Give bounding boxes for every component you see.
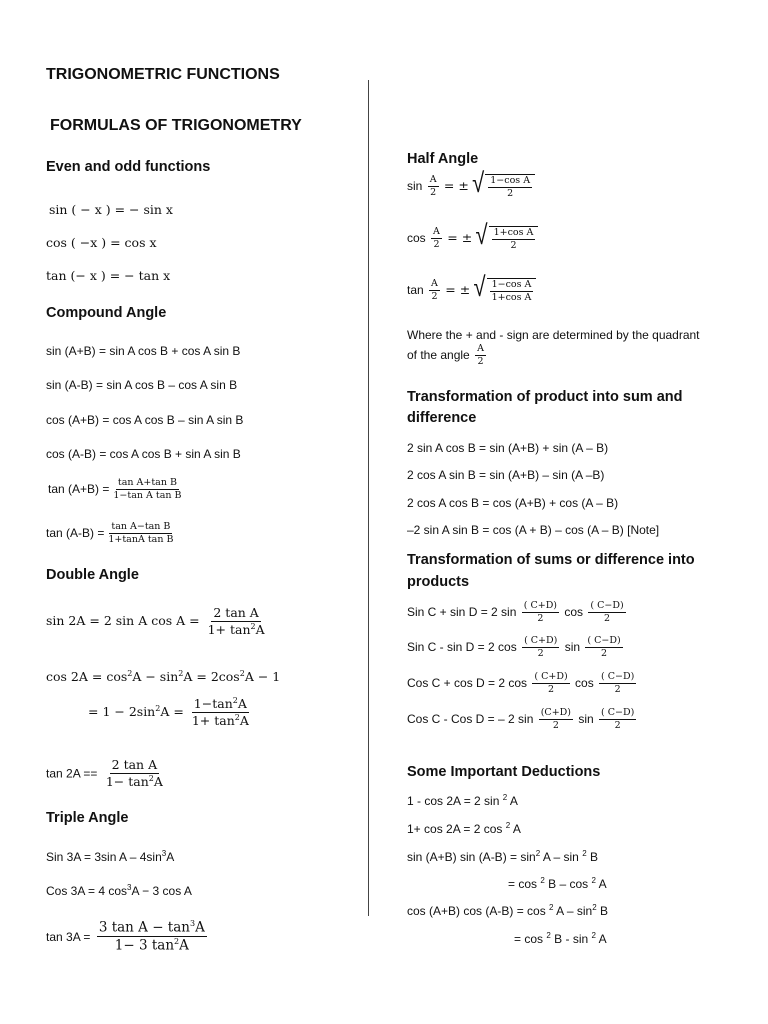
tan-diff-denominator: 1+tanA tan B: [108, 534, 174, 546]
heading-product-to-sum: Transformation of product into sum and: [407, 389, 683, 405]
tan-sum-denominator: 1−tan A tan B: [113, 490, 182, 502]
heading-triple-angle: Triple Angle: [46, 810, 129, 826]
formula-2cosAsinB: 2 cos A sin B = sin (A+B) – sin (A –B): [407, 468, 605, 482]
formula-tan-sum: [48, 478, 185, 502]
formula-even-odd-tan: tan (− x ) = − tan x: [46, 268, 171, 283]
deduction-4: cos (A+B) cos (A-B) = cos $^2$ A – $\sin^2 B$: [407, 903, 608, 918]
deduction-3-alt: = cos $^2$ B – cos $^2$ A: [508, 876, 607, 891]
heading-important-deductions: Some Important Deductions: [407, 764, 601, 780]
half-angle-note-line2: of the angle $\frac{A}{2}$: [407, 343, 484, 368]
heading-product-to-sum-cont: difference: [407, 410, 477, 426]
heading-half-angle: Half Angle: [407, 151, 479, 167]
heading-even-odd: Even and odd functions: [46, 159, 211, 175]
deduction-4-alt: = cos $^2$ B - sin $^2$ A: [514, 931, 607, 946]
tan-sum-lhs: tan (A+B) =: [48, 482, 110, 497]
column-divider: [368, 80, 369, 916]
formula-cos-2a: $\cos 2A = \cos^2A - \sin^2A = 2\cos^2A - 1$: [46, 669, 281, 685]
formula-cos-3a: Cos 3A = 4 $\cos^3A - 3$ cos A: [46, 883, 192, 898]
formula-sin-2a: [46, 606, 269, 637]
page-title: TRIGONOMETRIC FUNCTIONS: [46, 66, 280, 83]
formula-even-odd-cos: cos ( −x ) = cos x: [46, 235, 157, 250]
formula-tan-3a: tan 3A = $\frac{3 \tan A - \tan^3A}{1- 3 \tan^2A}$: [46, 919, 205, 954]
formula-even-odd-sin: sin ( − x ) = − sin x: [49, 202, 173, 217]
formula-half-cos: cos $\frac{A}{2}$ = ± √ $\frac{\text{1+cos A}}{2}$: [407, 226, 538, 252]
tan-diff-lhs: tan (A-B) =: [46, 526, 105, 541]
formula-cos-sum: cos (A+B) = cos A cos B – sin A sin B: [46, 413, 244, 427]
tan-sum-numerator: tan A+tan B: [116, 478, 179, 490]
formula-cos-diff: cos (A-B) = cos A cos B + sin A sin B: [46, 447, 241, 461]
heading-sum-to-product: Transformation of sums or difference into: [407, 552, 695, 568]
formula-half-sin: sin $\frac{A}{2}$ = ± √ $\frac{\text{1−cos A}}{2}$: [407, 174, 535, 200]
formula-2cosAcosB: 2 cos A cos B = cos (A+B) + cos (A – B): [407, 496, 619, 510]
formula-sin-sum: sin (A+B) = sin A cos B + cos A sin B: [46, 344, 241, 358]
formula-2sinAcosB: 2 sin A cos B = sin (A+B) + sin (A – B): [407, 441, 609, 455]
formula-neg2sinAsinB: –2 sin A sin B = cos (A + B) – cos (A – B) [Note]: [407, 523, 660, 537]
formula-sin-3a: Sin 3A = 3sin A – $4\sin^3A$: [46, 849, 175, 864]
sin-2a-lhs: sin 2A = 2 sin A cos A =: [46, 612, 200, 628]
formula-sin-diff: sin (A-B) = sin A cos B – cos A sin B: [46, 378, 238, 392]
deduction-3: sin (A+B) $\sin (A-B) = \sin^2 A - \sin ^2$ B: [407, 849, 598, 864]
formula-cos-2a-alt: = $1 - 2\sin^2A$ = $\frac{1-\tan^2A}{1+ \tan^2A}$: [88, 696, 249, 729]
sin-2a-denominator: $1+ \tan^2A$: [207, 621, 265, 637]
formula-half-tan: tan $\frac{A}{2}$ = ± √ $\frac{\text{1−cos A}}{\text{1+cos A}}$: [407, 278, 536, 304]
deduction-2: 1+ cos 2A = 2 cos $^2$ A: [407, 821, 521, 836]
formula-tan-2a: tan 2A == $\frac{\text{2 tan A}}{1- \tan^2A}$: [46, 757, 163, 789]
formula-cosC-minus-cosD: Cos C - Cos D = – 2 sin $\frac{(C+D)}{2}$ sin $\frac{( C-D)}{2}$: [407, 707, 635, 732]
sin-2a-numerator: 2 tan A: [213, 605, 259, 620]
formula-sinC-plus-sinD: Sin C + sin D = 2 sin $\frac{( C+D)}{2}$ cos $\frac{( C-D)}{2}$: [407, 600, 624, 625]
formula-sinC-minus-sinD: Sin C - sin D = 2 cos $\frac{( C+D)}{2}$ sin $\frac{( C-D)}{2}$: [407, 635, 621, 660]
deduction-1: 1 - cos 2A = 2 sin $^2$ A: [407, 793, 518, 808]
formula-cosC-plus-cosD: Cos C + cos D = 2 cos $\frac{( C+D)}{2}$ cos $\frac{( C-D)}{2}$: [407, 671, 635, 696]
half-angle-note-line1: Where the + and - sign are determined by the quadrant: [407, 328, 700, 342]
formula-tan-diff: [46, 522, 177, 546]
tan-diff-numerator: tan A−tan B: [109, 522, 172, 534]
heading-sum-to-product-cont: products: [407, 574, 470, 590]
heading-double-angle: Double Angle: [46, 567, 139, 583]
heading-compound-angle: Compound Angle: [46, 305, 167, 321]
page-subtitle: FORMULAS OF TRIGONOMETRY: [50, 117, 302, 134]
